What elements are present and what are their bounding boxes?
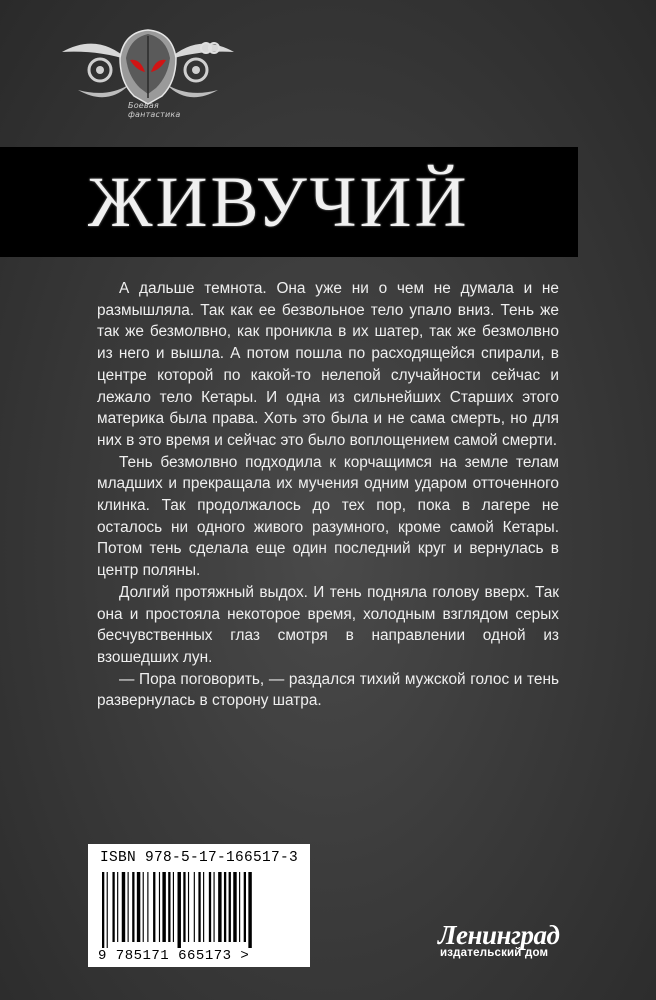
blurb-paragraph: Тень безмолвно подходила к корчащимся на земле телам младших и прекращала их мучения одним ударом отточенного клинка. Так продолжалось до тех пор, пока в лагере не осталось ни одного живого разумного, кроме самой Кетары. Потом тень сделала еще один последний круг и вернулась в центр поляны. [97, 453, 559, 580]
series-caption: Боевая фантастика [128, 101, 181, 119]
blurb-text [97, 278, 559, 712]
barcode-icon [96, 872, 302, 948]
barcode-digits: 9 785171 665173 > [98, 948, 250, 964]
publisher-logo [438, 920, 588, 970]
isbn-barcode-panel [88, 844, 310, 967]
isbn-label: ISBN 978-5-17-166517-3 [100, 850, 299, 866]
book-title: ЖИВУЧИЙ [88, 162, 470, 242]
publisher-subtitle: издательский дом [440, 947, 549, 959]
blurb-paragraph: А дальше темнота. Она уже ни о чем не думала и не размышляла. Так как ее безвольное тело упало вниз. Тень же так же безмолвно, как проникла в их шатер, так же безмолвно из него и вышла. А потом пошла по расходящейся спирали, в центре которой по какой-то нелепой случайности сейчас и лежало тело Кетары. И одна из сильнейших Старших этого материка была права. Хоть это была и не сама смерть, но для них в это время и сейчас это было воплощением самой смерти. [97, 280, 559, 449]
blurb-paragraph: — Пора поговорить, — раздался тихий мужской голос и тень развернулась в сторону шатра. [97, 670, 559, 710]
blurb-paragraph: Долгий протяжный выдох. И тень подняла голову вверх. Так она и простояла некоторое время, холодным взглядом серых бесчувственных глаз смотря в направлении одной из взошедших лун. [97, 583, 559, 666]
publisher-name: Ленинград [438, 920, 560, 950]
